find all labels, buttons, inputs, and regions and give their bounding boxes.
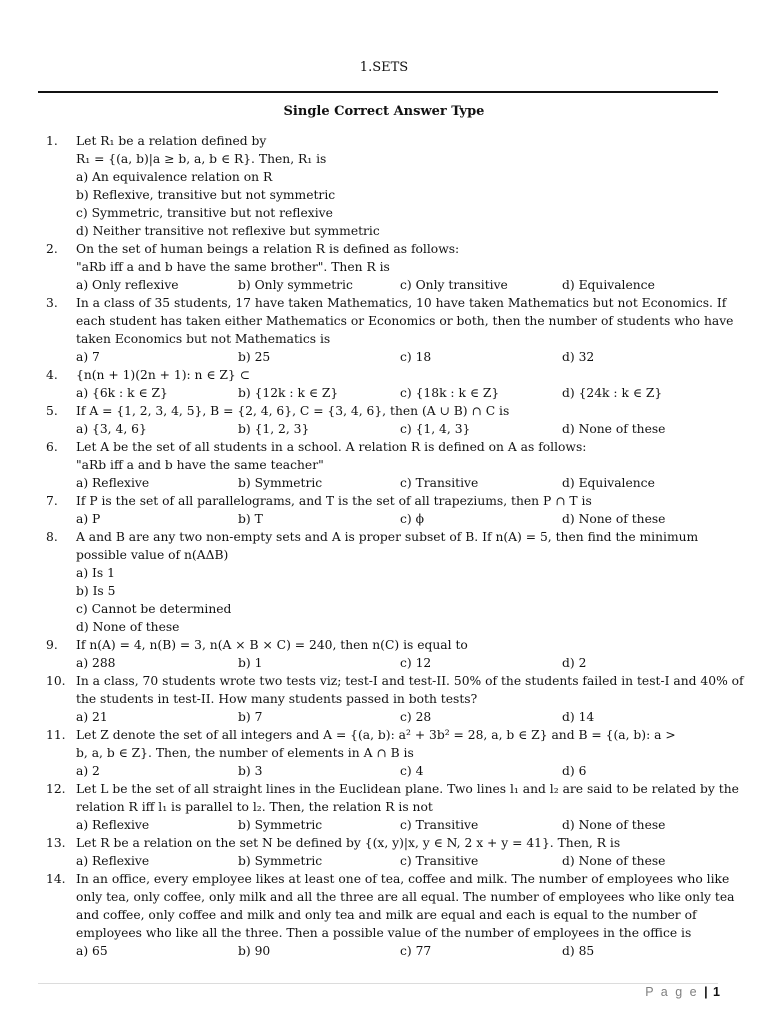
answer-option: a) Reflexive xyxy=(76,818,150,832)
answer-option: a) An equivalence relation on R xyxy=(76,170,273,184)
answer-option: a) Reflexive xyxy=(76,854,150,868)
answer-option: b) Only symmetric xyxy=(238,278,353,292)
question-number: 12. xyxy=(46,782,66,796)
answer-option: a) 21 xyxy=(76,710,108,724)
question-body xyxy=(76,294,734,366)
answer-option: a) Only reflexive xyxy=(76,278,179,292)
question-text-line: Let Z denote the set of all integers and A = {(a, b): a² + 3b² = 28, a, b ∈ Z} and B = {(a, b): a > xyxy=(76,728,676,742)
question-text-line: If P is the set of all parallelograms, and T is the set of all trapeziums, then P ∩ T is xyxy=(76,494,592,508)
question-text-line: If A = {1, 2, 3, 4, 5}, B = {2, 4, 6}, C = {3, 4, 6}, then (A ∪ B) ∩ C is xyxy=(76,404,510,418)
answer-option: a) P xyxy=(76,512,101,526)
answer-options xyxy=(76,942,718,960)
answer-option: c) Symmetric, transitive but not reflexive xyxy=(76,206,333,220)
question-body xyxy=(76,492,718,528)
question-text-line: In a class of 35 students, 17 have taken Mathematics, 10 have taken Mathematics but not Economics. If xyxy=(76,296,727,310)
question-text-line: R₁ = {(a, b)|a ≥ b, a, b ∈ R}. Then, R₁ is xyxy=(76,152,327,166)
question-text-line: Let R₁ be a relation defined by xyxy=(76,134,267,148)
answer-option: d) 14 xyxy=(562,710,595,724)
answer-options xyxy=(76,384,718,402)
answer-option: b) T xyxy=(238,512,263,526)
question-item xyxy=(46,870,735,960)
answer-options xyxy=(76,654,718,672)
question-number: 9. xyxy=(46,638,58,652)
answer-option: c) Transitive xyxy=(400,854,479,868)
question-text-line: Let A be the set of all students in a school. A relation R is defined on A as follows: xyxy=(76,440,587,454)
question-item xyxy=(46,726,726,780)
answer-option: d) None of these xyxy=(562,818,666,832)
page-number: 1 xyxy=(713,985,720,999)
answer-option: d) None of these xyxy=(562,512,666,526)
footer-divider xyxy=(38,983,718,984)
question-number: 2. xyxy=(46,242,58,256)
answer-option: b) 7 xyxy=(238,710,263,724)
answer-options xyxy=(76,708,718,726)
answer-option: a) 65 xyxy=(76,944,108,958)
question-text-line: possible value of n(AΔB) xyxy=(76,548,229,562)
answer-option: c) Transitive xyxy=(400,476,479,490)
answer-options xyxy=(76,348,718,366)
answer-option: c) ϕ xyxy=(400,512,424,526)
question-text-line: each student has taken either Mathematics or Economics or both, then the number of students who have xyxy=(76,314,734,328)
question-body xyxy=(76,528,718,636)
question-number: 1. xyxy=(46,134,58,148)
answer-option: d) Equivalence xyxy=(562,278,655,292)
answer-option: c) {1, 4, 3} xyxy=(400,422,471,436)
question-text-line: A and B are any two non-empty sets and A is proper subset of B. If n(A) = 5, then find the minimum xyxy=(76,530,699,544)
answer-option: c) 18 xyxy=(400,350,432,364)
question-text-line: In a class, 70 students wrote two tests viz; test-I and test-II. 50% of the students failed in test-I and 40% of xyxy=(76,674,744,688)
question-text-line: Let L be the set of all straight lines in the Euclidean plane. Two lines l₁ and l₂ are said to be related by the xyxy=(76,782,739,796)
answer-option: b) {12k : k ∈ Z} xyxy=(238,386,339,400)
answer-option: a) {3, 4, 6} xyxy=(76,422,147,436)
question-item xyxy=(46,402,726,438)
page-footer xyxy=(645,985,720,999)
question-body xyxy=(76,672,744,726)
question-text-line: In an office, every employee likes at least one of tea, coffee and milk. The number of employees who like xyxy=(76,872,730,886)
answer-option: c) {18k : k ∈ Z} xyxy=(400,386,500,400)
question-text-line: taken Economics but not Mathematics is xyxy=(76,332,331,346)
question-item xyxy=(46,366,726,402)
answer-option: a) Reflexive xyxy=(76,476,150,490)
question-number: 11. xyxy=(46,728,66,742)
question-body xyxy=(76,438,718,492)
question-number: 3. xyxy=(46,296,58,310)
answer-option: d) 2 xyxy=(562,656,587,670)
question-text-line: Let R be a relation on the set N be defined by {(x, y)|x, y ∈ N, 2 x + y = 41}. Then, R is xyxy=(76,836,621,850)
question-text-line: On the set of human beings a relation R is defined as follows: xyxy=(76,242,460,256)
question-body xyxy=(76,132,718,240)
question-text-line: employees who like all the three. Then a possible value of the number of employees in the office is xyxy=(76,926,692,940)
question-number: 13. xyxy=(46,836,66,850)
answer-option: d) None of these xyxy=(76,620,180,634)
question-body xyxy=(76,834,718,870)
answer-options xyxy=(76,816,718,834)
question-item xyxy=(46,240,726,294)
page-label: P a g e xyxy=(645,985,699,999)
answer-option: b) 3 xyxy=(238,764,263,778)
question-body xyxy=(76,366,718,402)
answer-option: b) Symmetric xyxy=(238,476,323,490)
answer-option: b) Is 5 xyxy=(76,584,116,598)
answer-option: c) Cannot be determined xyxy=(76,602,232,616)
answer-options xyxy=(76,510,718,528)
answer-option: c) Only transitive xyxy=(400,278,508,292)
answer-options xyxy=(76,276,718,294)
question-body xyxy=(76,870,735,960)
question-item xyxy=(46,672,744,726)
question-text-line: b, a, b ∈ Z}. Then, the number of elements in A ∩ B is xyxy=(76,746,414,760)
answer-option: c) 12 xyxy=(400,656,432,670)
question-number: 5. xyxy=(46,404,58,418)
question-item xyxy=(46,438,726,492)
answer-option: d) None of these xyxy=(562,854,666,868)
question-number: 10. xyxy=(46,674,66,688)
answer-option: a) 288 xyxy=(76,656,116,670)
question-number: 14. xyxy=(46,872,66,886)
question-text-line: {n(n + 1)(2n + 1): n ∈ Z} ⊂ xyxy=(76,368,250,382)
page-header-title: 1.SETS xyxy=(359,60,409,75)
question-body xyxy=(76,402,718,438)
answer-option: b) 90 xyxy=(238,944,271,958)
question-number: 4. xyxy=(46,368,58,382)
answer-option: a) 2 xyxy=(76,764,100,778)
answer-options xyxy=(76,852,718,870)
question-number: 6. xyxy=(46,440,58,454)
answer-option: a) Is 1 xyxy=(76,566,115,580)
answer-option: c) 77 xyxy=(400,944,432,958)
question-item xyxy=(46,780,739,834)
answer-option: d) 85 xyxy=(562,944,595,958)
section-title: Single Correct Answer Type xyxy=(283,104,485,119)
question-item xyxy=(46,492,726,528)
question-text-line: the students in test-II. How many students passed in both tests? xyxy=(76,692,478,706)
question-body xyxy=(76,240,718,294)
answer-option: b) {1, 2, 3} xyxy=(238,422,310,436)
question-item xyxy=(46,528,726,636)
answer-option: a) 7 xyxy=(76,350,100,364)
answer-option: c) 4 xyxy=(400,764,424,778)
question-text-line: only tea, only coffee, only milk and all the three are all equal. The number of employees who like only tea xyxy=(76,890,735,904)
answer-option: a) {6k : k ∈ Z} xyxy=(76,386,168,400)
answer-option: b) Reflexive, transitive but not symmetric xyxy=(76,188,336,202)
answer-option: d) 32 xyxy=(562,350,595,364)
answer-option: b) Symmetric xyxy=(238,818,323,832)
question-item xyxy=(46,294,734,366)
answer-option: b) 1 xyxy=(238,656,263,670)
question-body xyxy=(76,636,718,672)
answer-option: d) {24k : k ∈ Z} xyxy=(562,386,663,400)
answer-options xyxy=(76,420,718,438)
question-item xyxy=(46,834,726,870)
question-text-line: and coffee, only coffee and milk and only tea and milk are equal and each is equal to the number of xyxy=(76,908,697,922)
answer-option: c) 28 xyxy=(400,710,432,724)
page-separator: | xyxy=(704,985,708,999)
question-text-line: "aRb iff a and b have the same brother". Then R is xyxy=(76,260,390,274)
question-body xyxy=(76,726,718,780)
answer-option: b) Symmetric xyxy=(238,854,323,868)
answer-option: c) Transitive xyxy=(400,818,479,832)
answer-options xyxy=(76,762,718,780)
header-divider xyxy=(38,91,718,93)
question-body xyxy=(76,780,739,834)
answer-option: b) 25 xyxy=(238,350,271,364)
question-item xyxy=(46,636,726,672)
question-item xyxy=(46,132,726,240)
question-list xyxy=(46,132,744,960)
question-text-line: "aRb iff a and b have the same teacher" xyxy=(76,458,324,472)
answer-option: d) Neither transitive not reflexive but symmetric xyxy=(76,224,380,238)
answer-option: d) Equivalence xyxy=(562,476,655,490)
answer-option: d) 6 xyxy=(562,764,587,778)
question-text-line: If n(A) = 4, n(B) = 3, n(A × B × C) = 240, then n(C) is equal to xyxy=(76,638,468,652)
answer-option: d) None of these xyxy=(562,422,666,436)
question-number: 8. xyxy=(46,530,58,544)
answer-options xyxy=(76,474,718,492)
question-number: 7. xyxy=(46,494,58,508)
question-text-line: relation R iff l₁ is parallel to l₂. Then, the relation R is not xyxy=(76,800,433,814)
